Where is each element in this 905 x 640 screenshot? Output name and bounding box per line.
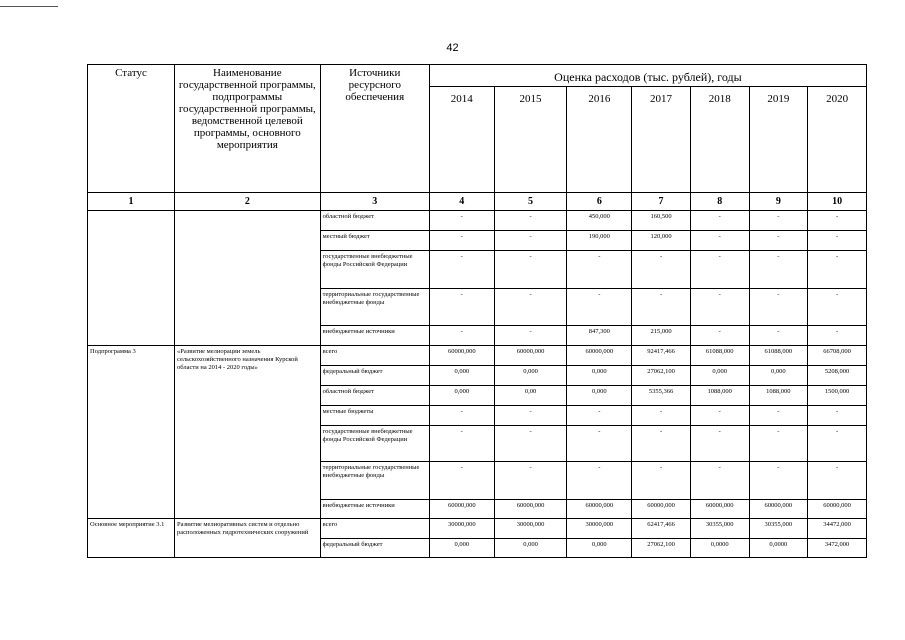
value-cell: 1088,000 [690, 386, 749, 406]
value-cell: 0,000 [494, 539, 567, 558]
header-estimate: Оценка расходов (тыс. рублей), годы [429, 65, 866, 87]
value-cell: - [690, 289, 749, 326]
column-number: 1 [88, 193, 175, 211]
program-name-cell [174, 211, 320, 346]
value-cell: - [749, 426, 808, 462]
value-cell: 0,000 [429, 386, 494, 406]
value-cell: - [494, 289, 567, 326]
status-cell: Подпрограмма 3 [88, 346, 175, 519]
value-cell: - [429, 289, 494, 326]
status-cell: Основное мероприятие 3.1 [88, 519, 175, 558]
value-cell: - [690, 211, 749, 231]
value-cell: - [494, 426, 567, 462]
value-cell: 60000,000 [494, 346, 567, 366]
value-cell: 5208,000 [808, 366, 867, 386]
value-cell: 0,000 [690, 366, 749, 386]
value-cell: - [632, 426, 691, 462]
value-cell: 0,00 [494, 386, 567, 406]
source-cell: всего [320, 519, 429, 539]
value-cell: 0,000 [494, 366, 567, 386]
value-cell: - [749, 462, 808, 500]
header-rule [0, 6, 58, 7]
header-status: Статус [88, 65, 175, 193]
column-number-row [88, 193, 867, 211]
source-cell: территориальные государственные внебюджетные фонды [320, 462, 429, 500]
source-cell: областной бюджет [320, 211, 429, 231]
value-cell: 60000,000 [690, 500, 749, 519]
column-number: 10 [808, 193, 867, 211]
value-cell: 0,000 [567, 539, 632, 558]
value-cell: 0,000 [567, 386, 632, 406]
value-cell: 60000,000 [808, 500, 867, 519]
value-cell: 160,500 [632, 211, 691, 231]
value-cell: 30355,000 [749, 519, 808, 539]
table-row [88, 346, 867, 366]
value-cell: - [632, 462, 691, 500]
column-number: 2 [174, 193, 320, 211]
value-cell: - [567, 289, 632, 326]
year-2015: 2015 [494, 87, 567, 193]
value-cell: - [808, 426, 867, 462]
source-cell: федеральный бюджет [320, 539, 429, 558]
value-cell: - [429, 326, 494, 346]
value-cell: - [494, 231, 567, 251]
value-cell: - [632, 251, 691, 289]
source-cell: областной бюджет [320, 386, 429, 406]
value-cell: - [494, 326, 567, 346]
value-cell: - [808, 231, 867, 251]
year-2014: 2014 [429, 87, 494, 193]
value-cell: 0,000 [429, 366, 494, 386]
value-cell: - [690, 426, 749, 462]
value-cell: - [749, 231, 808, 251]
value-cell: - [632, 289, 691, 326]
source-cell: местные бюджеты [320, 406, 429, 426]
source-cell: территориальные государственные внебюджетные фонды [320, 289, 429, 326]
year-2018: 2018 [690, 87, 749, 193]
header-name: Наименование государственной программы, подпрограммы государственной программы, ведомственной целевой программы, основного мероприятия [174, 65, 320, 193]
table-row [88, 519, 867, 539]
value-cell: - [808, 326, 867, 346]
value-cell: - [690, 326, 749, 346]
value-cell: 0,000 [429, 539, 494, 558]
value-cell: - [429, 406, 494, 426]
year-2019: 2019 [749, 87, 808, 193]
source-cell: местный бюджет [320, 231, 429, 251]
value-cell: 190,000 [567, 231, 632, 251]
value-cell: 0,000 [567, 366, 632, 386]
value-cell: 60000,000 [494, 500, 567, 519]
value-cell: - [494, 251, 567, 289]
value-cell: - [494, 462, 567, 500]
year-2017: 2017 [632, 87, 691, 193]
value-cell: - [429, 251, 494, 289]
value-cell: - [749, 406, 808, 426]
source-cell: государственные внебюджетные фонды Российской Федерации [320, 426, 429, 462]
source-cell: государственные внебюджетные фонды Российской Федерации [320, 251, 429, 289]
value-cell: - [567, 251, 632, 289]
value-cell: - [429, 231, 494, 251]
value-cell: 60000,000 [749, 500, 808, 519]
value-cell: 30000,000 [429, 519, 494, 539]
value-cell: 34472,000 [808, 519, 867, 539]
value-cell: 30000,000 [494, 519, 567, 539]
column-number: 4 [429, 193, 494, 211]
year-2016: 2016 [567, 87, 632, 193]
value-cell: - [690, 251, 749, 289]
value-cell: - [429, 462, 494, 500]
value-cell: 1088,000 [749, 386, 808, 406]
value-cell: 450,000 [567, 211, 632, 231]
value-cell: - [808, 251, 867, 289]
value-cell: 120,000 [632, 231, 691, 251]
value-cell: - [494, 406, 567, 426]
value-cell: 27062,100 [632, 366, 691, 386]
value-cell: - [690, 406, 749, 426]
value-cell: 215,000 [632, 326, 691, 346]
year-2020: 2020 [808, 87, 867, 193]
value-cell: 61088,000 [690, 346, 749, 366]
source-cell: всего [320, 346, 429, 366]
program-name-cell: «Развитие мелиорации земель сельскохозяйственного назначения Курской области на 2014 - 2020 годы» [174, 346, 320, 519]
value-cell: 30000,000 [567, 519, 632, 539]
source-cell: внебюджетные источники [320, 500, 429, 519]
value-cell: 30355,000 [690, 519, 749, 539]
value-cell: - [808, 289, 867, 326]
source-cell: федеральный бюджет [320, 366, 429, 386]
value-cell: 60000,000 [567, 500, 632, 519]
value-cell: - [632, 406, 691, 426]
value-cell: 0,000 [749, 366, 808, 386]
value-cell: - [567, 426, 632, 462]
value-cell: 3472,000 [808, 539, 867, 558]
value-cell: - [567, 406, 632, 426]
value-cell: - [690, 231, 749, 251]
value-cell: 60000,000 [429, 346, 494, 366]
value-cell: 60000,000 [429, 500, 494, 519]
value-cell: 60000,000 [567, 346, 632, 366]
value-cell: 61088,000 [749, 346, 808, 366]
value-cell: 5355,366 [632, 386, 691, 406]
column-number: 8 [690, 193, 749, 211]
value-cell: - [429, 211, 494, 231]
value-cell: 60000,000 [632, 500, 691, 519]
column-number: 6 [567, 193, 632, 211]
value-cell: 66708,000 [808, 346, 867, 366]
column-number: 5 [494, 193, 567, 211]
value-cell: - [690, 462, 749, 500]
value-cell: - [429, 426, 494, 462]
value-cell: 0,0000 [690, 539, 749, 558]
value-cell: 0,0000 [749, 539, 808, 558]
value-cell: - [808, 462, 867, 500]
value-cell: 27062,100 [632, 539, 691, 558]
column-number: 7 [632, 193, 691, 211]
table-row [88, 211, 867, 231]
value-cell: - [808, 406, 867, 426]
column-number: 3 [320, 193, 429, 211]
status-cell [88, 211, 175, 346]
value-cell: - [749, 251, 808, 289]
header-sources: Источники ресурсного обеспечения [320, 65, 429, 193]
table-body [88, 65, 867, 558]
value-cell: - [808, 211, 867, 231]
value-cell: 847,300 [567, 326, 632, 346]
value-cell: - [749, 289, 808, 326]
header-row-1 [88, 65, 867, 87]
value-cell: - [567, 462, 632, 500]
value-cell: - [749, 211, 808, 231]
budget-table [87, 64, 867, 558]
value-cell: 62417,466 [632, 519, 691, 539]
value-cell: - [494, 211, 567, 231]
program-name-cell: Развитие мелиоративных систем и отдельно расположенных гидротехнических сооружений [174, 519, 320, 558]
column-number: 9 [749, 193, 808, 211]
value-cell: 92417,466 [632, 346, 691, 366]
value-cell: 1500,000 [808, 386, 867, 406]
page-number: 42 [446, 42, 459, 54]
source-cell: внебюджетные источники [320, 326, 429, 346]
value-cell: - [749, 326, 808, 346]
